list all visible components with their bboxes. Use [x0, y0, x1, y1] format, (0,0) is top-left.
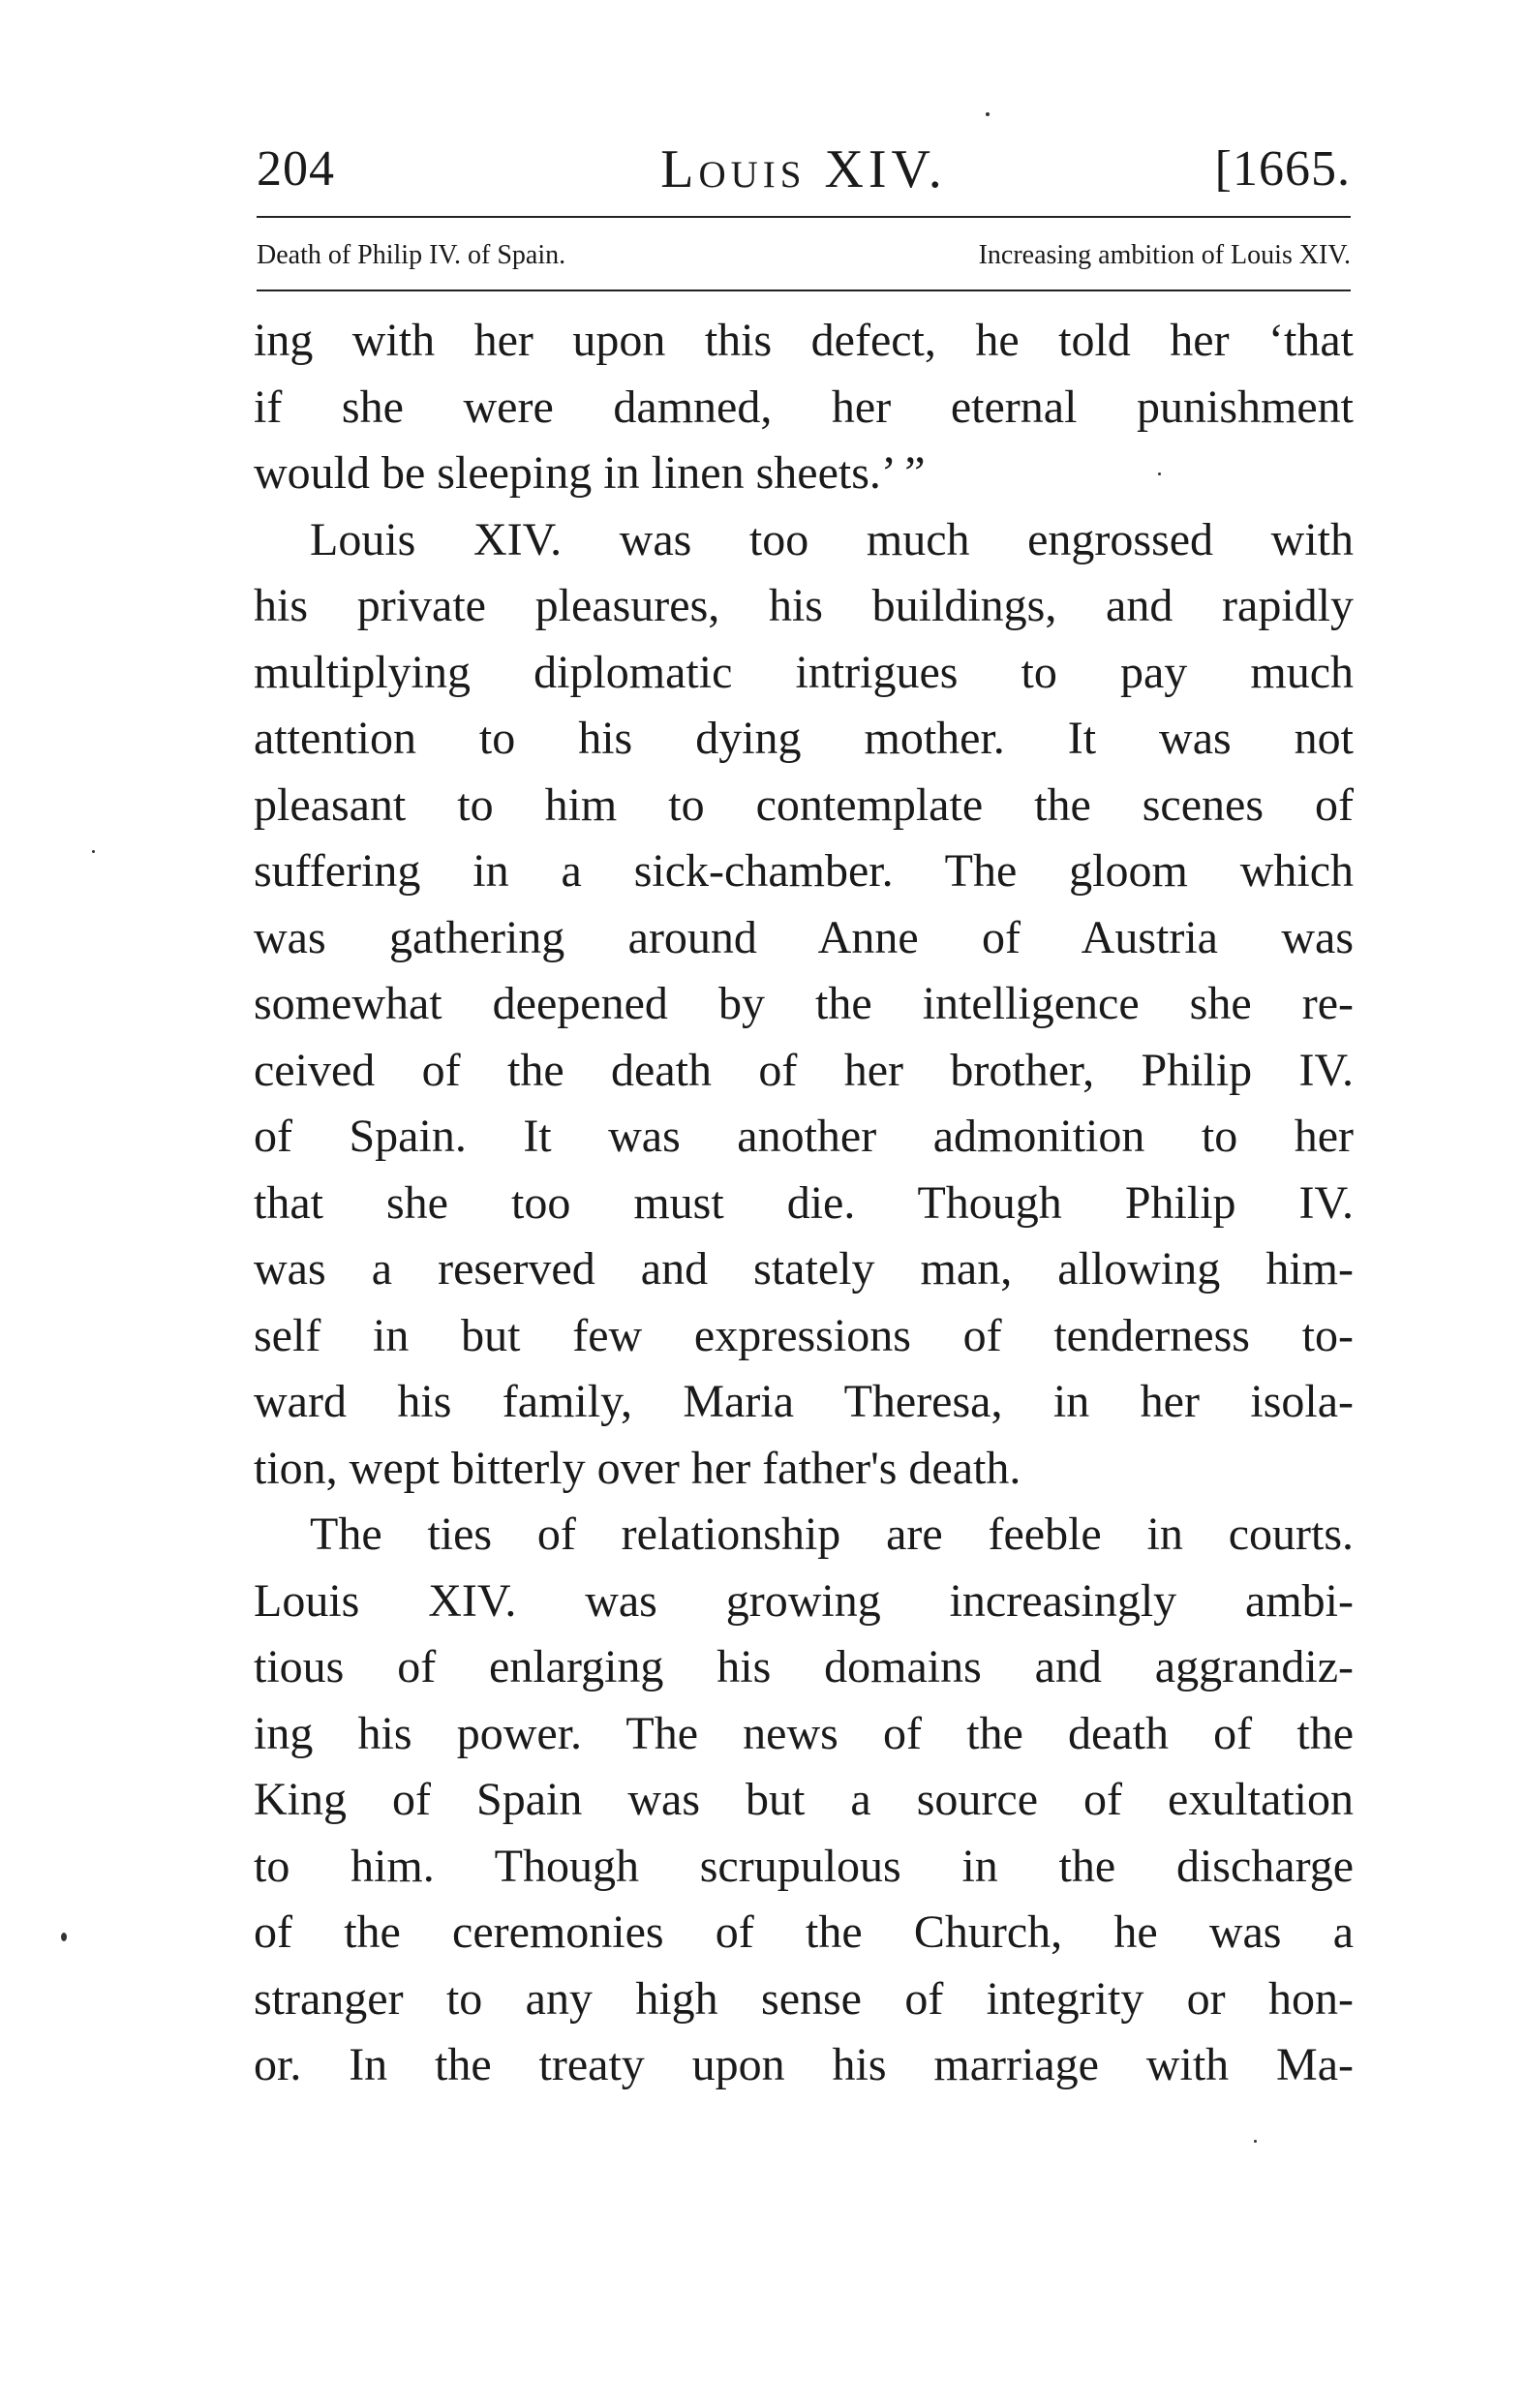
text-line: ward his family, Maria Theresa, in her isola-	[254, 1376, 1354, 1427]
text-line: of the ceremonies of the Church, he was a	[254, 1906, 1354, 1958]
text-line: multiplying diplomatic intrigues to pay much	[254, 646, 1354, 698]
text-line: ing his power. The news of the death of the	[254, 1707, 1354, 1759]
paper-speck	[1254, 2140, 1257, 2143]
text-line: The ties of relationship are feeble in courts.	[310, 1509, 1354, 1560]
text-line: or. In the treaty upon his marriage with Ma-	[254, 2039, 1354, 2090]
text-line: King of Spain was but a source of exultation	[254, 1774, 1354, 1825]
text-line: tious of enlarging his domains and aggrandiz-	[254, 1641, 1354, 1692]
text-line: pleasant to him to contemplate the scenes of	[254, 778, 1354, 831]
text-line: was gathering around Anne of Austria was	[254, 911, 1354, 963]
paper-speck	[986, 112, 990, 116]
page-number: 204	[257, 141, 335, 197]
text-line: if she were damned, her eternal punishment	[254, 381, 1354, 433]
text-line: of Spain. It was another admonition to her	[254, 1111, 1354, 1162]
text-line: would be sleeping in linen sheets.’ ”	[254, 447, 926, 499]
subhead-left: Death of Philip IV. of Spain.	[257, 240, 566, 270]
text-line: that she too must die. Though Philip IV.	[254, 1176, 1354, 1229]
text-line: ing with her upon this defect, he told her ‘that	[254, 315, 1354, 366]
body-text	[254, 308, 1354, 2099]
text-line: suffering in a sick-chamber. The gloom which	[254, 845, 1354, 897]
text-line: was a reserved and stately man, allowing him-	[254, 1243, 1354, 1295]
header-rule-top	[257, 216, 1351, 218]
paper-speck	[61, 1933, 67, 1941]
subhead	[257, 230, 1351, 281]
text-line: to him. Though scrupulous in the discharge	[254, 1840, 1354, 1892]
text-line: stranger to any high sense of integrity or hon-	[254, 1972, 1354, 2025]
text-line: attention to his dying mother. It was not	[254, 713, 1354, 764]
paper-speck	[92, 850, 95, 853]
text-line: ceived of the death of her brother, Philip IV.	[254, 1044, 1354, 1096]
year-marker: [1665.	[1214, 141, 1351, 197]
page-title: Louis XIV.	[660, 139, 947, 199]
text-line: self in but few expressions of tenderness to-	[254, 1309, 1354, 1361]
text-line: Louis XIV. was growing increasingly ambi-	[254, 1574, 1354, 1627]
text-line: tion, wept bitterly over her father's death.	[254, 1442, 1021, 1494]
paper-speck	[1158, 472, 1161, 475]
running-head	[257, 136, 1351, 203]
text-line: his private pleasures, his buildings, and rapidly	[254, 580, 1354, 631]
text-line: somewhat deepened by the intelligence she re-	[254, 978, 1354, 1029]
subhead-right: Increasing ambition of Louis XIV.	[978, 240, 1351, 270]
header-rule-bottom	[257, 290, 1351, 291]
text-line: Louis XIV. was too much engrossed with	[310, 513, 1354, 565]
